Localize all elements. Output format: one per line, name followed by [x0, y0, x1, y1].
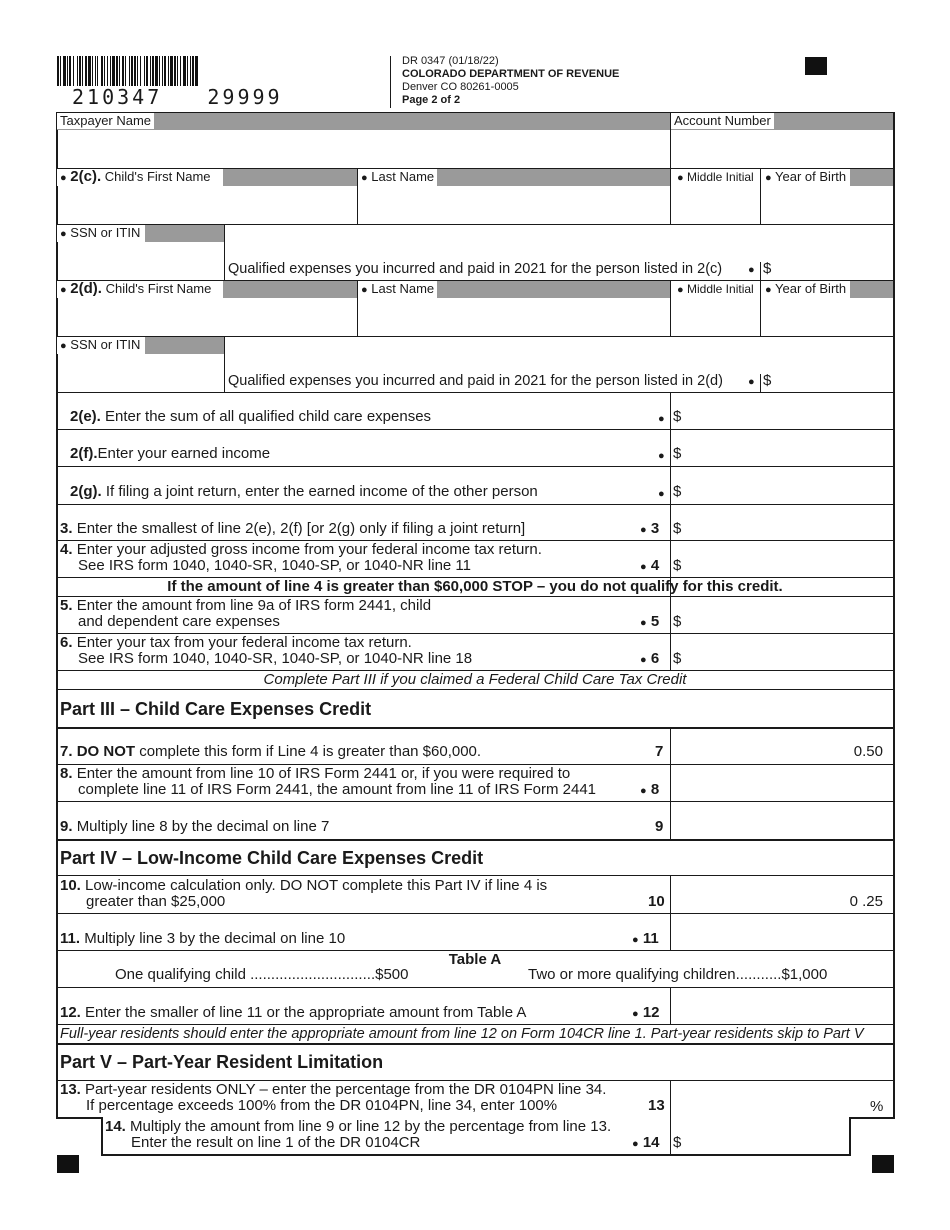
- line-12-ref: [632, 1005, 660, 1022]
- line-6-field[interactable]: [684, 634, 892, 669]
- line-6-text-1: [60, 635, 412, 651]
- line-6-ref-number: 6: [650, 650, 660, 667]
- part-4-title: Part IV – Low-Income Child Care Expenses Credit: [60, 848, 484, 868]
- registration-mark-top-right: [805, 57, 827, 75]
- line-13-ref: 13: [648, 1097, 665, 1114]
- line-8-text-2: complete line 11 of IRS Form 2441, the amount from line 11 of IRS Form 2441: [78, 781, 597, 798]
- part-5-title: Part V – Part-Year Resident Limitation: [60, 1052, 384, 1072]
- child-c-first-name-label: [57, 169, 223, 186]
- line-4-ref: [640, 558, 659, 575]
- department-name: COLORADO DEPARTMENT OF REVENUE: [402, 68, 620, 80]
- child-d-first-name-label: [57, 281, 223, 298]
- child-c-ssn-text: SSN or ITIN: [70, 225, 141, 240]
- header-divider: [390, 56, 391, 108]
- row-line: [56, 875, 894, 876]
- line-12-number: 12.: [60, 1004, 81, 1021]
- line-13-text-2: If percentage exceeds 100% from the DR 0104PN, line 34, enter 100%: [86, 1097, 558, 1114]
- registration-mark-bottom-right: [872, 1155, 894, 1173]
- child-c-middle-initial-label: [671, 169, 760, 186]
- l14-box-left: [101, 1117, 103, 1155]
- line-2g-dollar: $: [673, 483, 682, 500]
- line-3-ref: [640, 521, 659, 538]
- department-address: Denver CO 80261-0005: [402, 81, 519, 93]
- child-d-middle-initial-label: [671, 281, 760, 298]
- bullet: ●: [60, 340, 67, 352]
- child-c-middle-initial-field[interactable]: [672, 187, 759, 223]
- bullet: ●: [765, 172, 772, 184]
- col-amount-divider-p4b: [670, 987, 671, 1025]
- bullet: ●: [658, 488, 665, 500]
- row-line: [56, 839, 894, 841]
- line-5-number: 5.: [60, 597, 73, 614]
- table-a-title: Table A: [448, 951, 502, 968]
- child-c-ssn-label: [57, 225, 145, 242]
- line-2g-description: If filing a joint return, enter the earned income of the other person: [105, 483, 538, 500]
- line-10-ref: 10: [648, 893, 665, 910]
- line-3-description: Enter the smallest of line 2(e), 2(f) [or 2(g) only if filing a joint return]: [76, 520, 526, 537]
- line-13-field[interactable]: [672, 1081, 868, 1116]
- child-d-expenses-field[interactable]: [774, 356, 892, 391]
- row-line: [56, 1043, 894, 1045]
- line-7-text: [60, 744, 481, 760]
- line-5-text-2: and dependent care expenses: [78, 613, 280, 630]
- line-2g-bullet: [658, 485, 665, 502]
- bullet: ●: [632, 1138, 639, 1150]
- line-8-number: 8.: [60, 765, 73, 782]
- line-4-text-2: See IRS form 1040, 1040-SR, 1040-SP, or 1040-NR line 11: [78, 557, 472, 574]
- line-7-bold: DO NOT: [76, 743, 136, 760]
- line-3-ref-number: 3: [650, 520, 660, 537]
- line-5-ref: [640, 614, 659, 631]
- child-c-last-name-label: [358, 169, 437, 186]
- line-8-ref-number: 8: [650, 781, 660, 798]
- line-12-description: Enter the smaller of line 11 or the appropriate amount from Table A: [85, 1004, 527, 1021]
- l14-box-right: [849, 1117, 851, 1155]
- line-11-ref: [632, 931, 659, 948]
- bullet: ●: [765, 284, 772, 296]
- line-2g-text: [70, 484, 538, 500]
- line-2g-number: 2(g).: [70, 483, 102, 500]
- row-line: [56, 689, 894, 690]
- bullet: ●: [632, 934, 639, 946]
- child-c-year-of-birth-field[interactable]: [762, 187, 892, 223]
- line-2e-number: 2(e).: [70, 408, 101, 425]
- bullet: ●: [677, 284, 684, 296]
- line-8-ref: [640, 782, 659, 799]
- child-c-last-name-text: Last Name: [371, 169, 435, 184]
- line-14-dollar: $: [673, 1134, 682, 1151]
- line-7-ref: 7: [655, 743, 664, 760]
- child-d-first-name-text: Child's First Name: [105, 281, 212, 296]
- line-13-number: 13.: [60, 1081, 81, 1098]
- line-9-text: [60, 819, 329, 835]
- line-14-description-1: Multiply the amount from line 9 or line 12 by the percentage from line 13.: [130, 1118, 612, 1135]
- child-c-year-of-birth-text: Year of Birth: [775, 169, 847, 184]
- line-11-text: [60, 931, 345, 947]
- child-c-first-name-text: Child's First Name: [104, 169, 211, 184]
- line-5-ref-number: 5: [650, 613, 660, 630]
- child-d-year-of-birth-text: Year of Birth: [775, 281, 847, 296]
- table-a-two-children: Two or more qualifying children...........$1,000: [528, 966, 828, 983]
- full-year-note: Full-year residents should enter the appropriate amount from line 12 on Form 104CR line 1. Part-year residents skip to Part V: [60, 1026, 864, 1042]
- child-c-expenses-bullet: [748, 261, 755, 278]
- line-4-description-1: Enter your adjusted gross income from your federal income tax return.: [76, 541, 542, 558]
- line-6-description-1: Enter your tax from your federal income tax return.: [76, 634, 412, 651]
- line-8-text-1: [60, 766, 570, 782]
- child-c-expenses-field[interactable]: [774, 244, 892, 279]
- child-d-middle-initial-text: Middle Initial: [687, 282, 754, 296]
- line-7-value: 0.50: [853, 743, 883, 760]
- form-id: DR 0347 (01/18/22): [402, 55, 499, 67]
- line-13-percent: %: [870, 1098, 884, 1115]
- line-2f-number: 2(f).: [70, 445, 98, 462]
- line-2f-bullet: [658, 447, 665, 464]
- line-5-description-1: Enter the amount from line 9a of IRS form 2441, child: [76, 597, 432, 614]
- line-2g-field[interactable]: [684, 467, 892, 503]
- child-c-last-name-field[interactable]: [359, 187, 669, 223]
- line-12-field[interactable]: [672, 988, 892, 1023]
- line-6-number: 6.: [60, 634, 73, 651]
- col-amount-divider-main: [670, 392, 671, 670]
- barcode: [57, 56, 309, 86]
- row-line: [56, 727, 894, 729]
- line-2e-bullet: [658, 410, 665, 427]
- line-2e-field[interactable]: [684, 393, 892, 428]
- line-3-number: 3.: [60, 520, 73, 537]
- line-6-text-2: See IRS form 1040, 1040-SR, 1040-SP, or 1040-NR line 18: [78, 650, 473, 667]
- child-c-middle-initial-text: Middle Initial: [687, 170, 754, 184]
- bullet: ●: [60, 284, 67, 296]
- frame-bottom-right: [849, 1117, 895, 1119]
- line-2e-description: Enter the sum of all qualified child care expenses: [105, 408, 432, 425]
- line-14-field[interactable]: [684, 1118, 848, 1153]
- line-4-number: 4.: [60, 541, 73, 558]
- child-c-expenses-text: Qualified expenses you incurred and paid in 2021 for the person listed in 2(c): [228, 261, 723, 277]
- row-line: [56, 1024, 894, 1025]
- line-4-dollar: $: [673, 557, 682, 574]
- bullet: ●: [361, 172, 368, 184]
- line-3-text: [60, 521, 525, 537]
- line-2f-dollar: $: [673, 445, 682, 462]
- line-5-text-1: [60, 598, 431, 614]
- line-9-description: Multiply line 8 by the decimal on line 7: [76, 818, 330, 835]
- line-11-description: Multiply line 3 by the decimal on line 10: [84, 930, 346, 947]
- child-d-ssn-text: SSN or ITIN: [70, 337, 141, 352]
- stop-notice: If the amount of line 4 is greater than $60,000 STOP – you do not qualify for this credit.: [167, 578, 783, 595]
- bullet: ●: [640, 524, 647, 536]
- child-d-ssn-label: [57, 337, 145, 354]
- bullet: ●: [60, 172, 67, 184]
- line-14-text-1: [105, 1119, 611, 1135]
- line-13-text-1: [60, 1082, 606, 1098]
- child-d-prefix: 2(d).: [70, 280, 102, 297]
- col-amount-divider-d: [760, 374, 761, 392]
- line-2f-field[interactable]: [684, 430, 892, 465]
- line-14-ref: [632, 1135, 660, 1152]
- line-5-field[interactable]: [684, 597, 892, 632]
- line-2f-text: [70, 446, 270, 462]
- line-10-text-2: greater than $25,000: [86, 893, 226, 910]
- bullet: ●: [748, 376, 755, 388]
- line-4-text-1: [60, 542, 542, 558]
- part-3-note: Complete Part III if you claimed a Federal Child Care Tax Credit: [263, 671, 687, 688]
- taxpayer-name-field[interactable]: [58, 131, 669, 167]
- line-11-number: 11.: [60, 930, 81, 947]
- child-d-first-name-field[interactable]: [58, 299, 356, 335]
- line-5-dollar: $: [673, 613, 682, 630]
- page-number: Page 2 of 2: [402, 94, 461, 106]
- line-12-text: [60, 1005, 526, 1021]
- bullet: ●: [748, 264, 755, 276]
- line-2e-text: [70, 409, 431, 425]
- col-ssn-divider-c: [224, 224, 225, 280]
- frame-bottom: [56, 1117, 102, 1119]
- col-amount-divider-c: [760, 262, 761, 280]
- line-8-description-1: Enter the amount from line 10 of IRS Form 2441 or, if you were required to: [76, 765, 571, 782]
- col-amount-divider-p5: [670, 1080, 671, 1155]
- line-13-description-1: Part-year residents ONLY – enter the percentage from the DR 0104PN line 34.: [85, 1081, 607, 1098]
- child-d-year-of-birth-label: [761, 281, 850, 298]
- child-c-prefix: 2(c).: [70, 168, 102, 185]
- line-6-dollar: $: [673, 650, 682, 667]
- line-10-text-1: [60, 878, 547, 894]
- barcode-number: 210347 29999: [72, 85, 283, 109]
- line-7-number: 7.: [60, 743, 73, 760]
- child-d-last-name-text: Last Name: [371, 281, 435, 296]
- bullet: ●: [640, 617, 647, 629]
- taxpayer-name-label: Taxpayer Name: [57, 113, 154, 129]
- line-9-number: 9.: [60, 818, 73, 835]
- bullet: ●: [658, 413, 665, 425]
- child-d-middle-initial-field[interactable]: [672, 299, 759, 335]
- bullet: ●: [640, 561, 647, 573]
- bullet: ●: [658, 450, 665, 462]
- child-d-expenses-bullet: [748, 373, 755, 390]
- child-c-ssn-field[interactable]: [58, 243, 223, 279]
- bullet: ●: [640, 785, 647, 797]
- account-number-field[interactable]: [672, 131, 892, 167]
- child-c-dollar-sign: $: [763, 260, 772, 277]
- line-14-number: 14.: [105, 1118, 126, 1135]
- child-c-first-name-field[interactable]: [58, 187, 356, 223]
- line-4-ref-number: 4: [650, 557, 660, 574]
- line-11-field[interactable]: [672, 914, 892, 949]
- line-12-ref-number: 12: [642, 1004, 660, 1021]
- child-d-last-name-field[interactable]: [359, 299, 669, 335]
- line-14-text-2: Enter the result on line 1 of the DR 0104CR: [131, 1134, 421, 1151]
- child-d-expenses-text: Qualified expenses you incurred and paid in 2021 for the person listed in 2(d): [228, 373, 723, 389]
- bullet: ●: [361, 284, 368, 296]
- line-4-field[interactable]: [684, 541, 892, 576]
- line-9-ref: 9: [655, 818, 664, 835]
- line-6-ref: [640, 651, 659, 668]
- line-7-description: complete this form if Line 4 is greater than $60,000.: [139, 743, 482, 760]
- line-9-field[interactable]: [672, 802, 892, 838]
- table-a-one-child: One qualifying child ..............................$500: [115, 966, 409, 983]
- col-amount-divider-p3: [670, 727, 671, 839]
- child-c-year-of-birth-label: [761, 169, 850, 186]
- line-3-field[interactable]: [684, 505, 892, 539]
- l14-box-bottom: [101, 1154, 851, 1156]
- barcode-bar: [195, 56, 198, 86]
- line-8-field[interactable]: [672, 765, 892, 800]
- child-d-dollar-sign: $: [763, 372, 772, 389]
- line-10-description-1: Low-income calculation only. DO NOT complete this Part IV if line 4 is: [85, 877, 548, 894]
- line-2f-description: Enter your earned income: [97, 445, 271, 462]
- bullet: ●: [60, 228, 67, 240]
- child-d-last-name-label: [358, 281, 437, 298]
- line-2e-dollar: $: [673, 408, 682, 425]
- account-number-label: Account Number: [671, 113, 774, 129]
- line-10-number: 10.: [60, 877, 81, 894]
- line-14-ref-number: 14: [642, 1134, 660, 1151]
- child-d-year-of-birth-field[interactable]: [762, 299, 892, 335]
- registration-mark-bottom-left: [57, 1155, 79, 1173]
- child-d-ssn-field[interactable]: [58, 355, 223, 391]
- bullet: ●: [640, 654, 647, 666]
- line-3-dollar: $: [673, 520, 682, 537]
- line-11-ref-number: 11: [642, 930, 659, 947]
- bullet: ●: [632, 1008, 639, 1020]
- part-3-title: Part III – Child Care Expenses Credit: [60, 699, 372, 719]
- line-10-value: 0 .25: [849, 893, 883, 910]
- col-ssn-divider-d: [224, 336, 225, 392]
- bullet: ●: [677, 172, 684, 184]
